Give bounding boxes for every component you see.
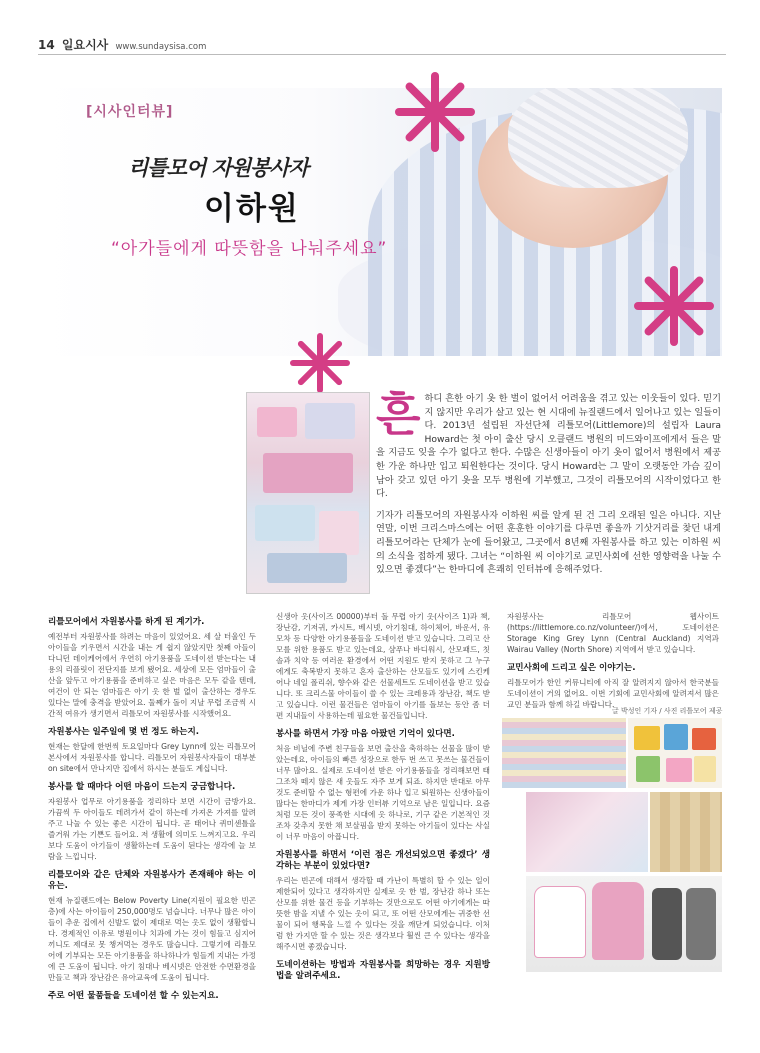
drop-cap: 흔 <box>376 387 421 441</box>
baby-hat <box>508 88 688 188</box>
answer: 현재는 한달에 한번씩 토요일마다 Grey Lynn에 있는 리틀모어 본사에서 자원봉사를 합니다. 리틀모어 자원봉사자들이 대부분 on site에서 만나지만 집에서 하시는 분들도 계십니다. <box>48 742 256 773</box>
intro-paragraph-1: 하디 흔한 아기 옷 한 벌이 없어서 어려움을 겪고 있는 이웃들이 있다. 믿기지 않지만 우리가 살고 있는 현 시대에 뉴질랜드에서 일어나고 있는 일들이다. 2013년 설립된 자선단체 리틀모어(Littlemore)의 설립자 Laura Howard는 첫 아이 출산 당시 오클랜드 병원의 미드와이프에게서 들은 말을 지금도 잊을 수가 없다고 한다. 수많은 신생아들이 아기 옷이 없어서 병원에서 제공한 가운 하나만 입고 퇴원한다는 것이다. 당시 Howard는 그 말이 오랫동안 가슴 깊이 남아 갖고 있던 아기 옷을 모두 병원에 기부했고, 그것이 리틀모어의 시작이었다고 한다. <box>376 393 721 500</box>
folded-blankets-photo <box>502 718 626 788</box>
question: 리틀모어와 같은 단체와 자원봉사가 존재해야 하는 이유는. <box>48 870 256 891</box>
question: 자원봉사는 일주일에 몇 번 정도 하는지. <box>48 727 200 737</box>
asterisk-icon <box>290 333 350 393</box>
question: 리틀모어에서 자원봉사를 하게 된 계기가. <box>48 617 205 627</box>
question: 자원봉사를 하면서 ‘이런 점은 개선되었으면 좋겠다’ 생각하는 부분이 있었다면? <box>276 850 490 871</box>
photo-credit: 글 박성인 기자 / 사진 리틀모어 제공 <box>612 707 723 715</box>
answer: 처음 비닐에 주변 친구들을 보면 출산을 축하하는 선물을 많이 받았는데요, 아이들의 빠른 성장으로 한두 번 쓰고 못쓰는 물건들이 너무 많아요. 실제로 도네이션 받은 아기용품들을 정리해보면 태그조차 떼지 않은 새 옷들도 자주 보게 되죠. 하지만 반대로 아무것도 준비할 수 없는 형편에 가운 하나 입고 퇴원하는 신생아들이 많다는 한마디가 제게 가장 인터뷰 기억으로 남은 일입니다. 요즘처럼 모든 것이 풍족한 시대에 옷 하나로, 기구 같은 기본적인 것조차 갖추지 못한 채 보살핌을 받지 못하는 아기들이 있다는 사실이 너무 마음이 아픕니다. <box>276 744 490 841</box>
clothes-rack-photo <box>650 792 722 872</box>
column-1 <box>48 611 256 1005</box>
answer: 리틀모어가 한인 커뮤니티에 아직 잘 알려지지 않아서 한국분들 도네이션이 거의 없어요. 이번 기회에 교민사회에 알려져서 많은 교민 분들과 함께 하길 바랍니다. <box>507 678 719 709</box>
donated-items-photo <box>246 392 370 594</box>
asterisk-icon <box>634 266 714 346</box>
answer: 우리는 빈곤에 대해서 생각할 때 가난이 특별히 할 수 있는 일이 제한되어 있다고 생각하지만 실제로 옷 한 벌, 장난감 하나 또는 산모를 위한 물건 등을 기부하는 것만으로도 어떤 아기에게는 따뜻한 밤을 지낼 수 있는 옷이 되고, 또 어떤 산모에게는 귀중한 선물이 되어 행복을 느낄 수 있다는 것을 깨닫게 되었습니다. 이처럼 한 가지만 할 수 있는 것은 생각보다 훨씬 큰 수 있다는 생각을 해주시면 좋겠습니다. <box>276 876 490 951</box>
diapers-photo <box>526 792 648 872</box>
hero-photo <box>38 88 722 356</box>
answer: 예전부터 자원봉사를 하려는 마음이 있었어요. 세 살 터울인 두 아이들을 키우면서 시간을 내는 게 쉽지 않았지만 첫째 아들이 다니던 데이케어에서 우연히 아기용품을 도네이션 받는다는 내용의 리플릿이 전단지를 보게 됐어요. 세상에 모든 엄마들이 출산을 앞두고 아기용품을 준비하고 싶은 마음은 모두 같을 텐데, 여건이 안 되는 엄마들은 아기 옷 한 벌 없이 출산하는 경우도 있다는 말에 충격을 받았어요. 둘째가 돌이 지날 무렵 조금씩 시간적 여유가 생기면서 리틀모어 자원봉사를 시작했어요. <box>48 632 256 718</box>
answer: 신생아 옷(사이즈 00000)부터 돌 무렵 아기 옷(사이즈 1)과 책, 장난감, 기저귀, 카시트, 베시넷, 아기침대, 하이체어, 바운서, 유모차 등 다양한 아기용품들을 도네이션 받고 있습니다. 그리고 산모를 위한 용품도 받고 있는데요, 샴푸나 바디워시, 산모패드, 칫솔과 치약 등 여러운 환경에서 어떤 지원도 받지 못하고 그 누구에게도 축복받지 못하고 혼자 출산하는 산모들도 있기에 스킨케어나 네일 폴리쉬, 향수와 같은 선물세트도 도네이션을 받고 있습니다. 또 크리스물 아이들이 쓸 수 있는 크레용과 장난감, 책도 받고 있습니다. 이런 물건들은 엄마들이 아기를 돌보는 동안 좀 더 편 지내들이 사용하는데 필요한 물건들입니다. <box>276 612 490 720</box>
interviewee-role: 리틀모어 자원봉사자 <box>128 156 308 180</box>
page-number: 14 <box>38 38 55 52</box>
column-2 <box>276 611 490 985</box>
answer: 자원봉사는 리틀모어 웹사이트(https://littlemore.co.nz/volunteer/)에서, 도네이션은 Storage King Grey Lynn (Central Auckland) 지역과 Wairau Valley (North Shore) 지역에서 받고 있습니다. <box>507 612 719 654</box>
site-url: www.sundaysisa.com <box>115 42 207 52</box>
question: 교민사회에 드리고 싶은 이야기는. <box>507 663 636 673</box>
publication-name: 일요시사 <box>61 38 109 52</box>
headline-quote: “아가들에게 따뜻함을 나눠주세요” <box>111 239 388 259</box>
header-rule <box>38 54 726 55</box>
baby-onesies-photo <box>526 876 722 972</box>
asterisk-icon <box>395 72 475 152</box>
books-photo <box>628 718 722 788</box>
question: 봉사를 하면서 가장 마음 아팠던 기억이 있다면. <box>276 729 455 739</box>
answer: 현재 뉴질랜드에는 Below Poverty Line(지원이 필요한 빈곤층)에 사는 아이들이 250,000명도 넘습니다. 너무나 많은 아이들이 추운 집에서 신발도 없이 제대로 먹는 옷도 없이 생활합니다. 경제적인 이유로 병원이나 치과에 가는 것이 힘들고 심지어 끼니도 제대로 못 챙겨먹는 경우도 많습니다. 그렇기에 리틀모어에 기부되는 모든 아기용품을 하나하나가 힘들게 지내는 가정에 큰 도움이 됩니다. 아기 침대나 베시넷은 안전한 수면환경을 만들고 책과 장난감은 유아교육에 도움이 됩니다. <box>48 896 256 982</box>
question: 주로 어떤 물품들을 도네이션 할 수 있는지요. <box>48 991 219 1001</box>
section-tag: [시사인터뷰] <box>86 104 174 120</box>
intro-paragraph-2: 기자가 리틀모어의 자원봉사자 이하원 씨를 알게 된 건 그리 오래된 일은 아니다. 지난 연말, 이번 크리스마스에는 어떤 훈훈한 이야기를 다루면 좋을까 기삿거리를 찾던 내게 리틀모어라는 단체가 눈에 들어왔고, 그곳에서 8년째 자원봉사를 하고 있는 이하원 씨의 소식을 접하게 됐다. 그녀는 “이하원 씨 이야기로 교민사회에 선한 영향력을 나눌 수 있으면 좋겠다”는 한마디에 흔쾌히 인터뷰에 응해주었다. <box>376 509 721 576</box>
interviewee-name: 이하원 <box>204 191 300 227</box>
answer: 자원봉사 업무로 아기용품을 정리하다 보면 시간이 금방가요. 가끔씩 두 아이들도 데려가서 같이 하는데 가져온 가져를 알려주고 나눌 수 있는 좋은 시간이 됩니다. 곧 태어나 퀴미센틀을 즐거워 가는 기쁜도 들어요. 저 생활에 의미도 느껴지고요. 우리보다 도움이 아기들이 생활하는데 도움이 된다는 생각에 늘 보람을 느낍니다. <box>48 797 256 861</box>
question: 도네이션하는 방법과 자원봉사를 희망하는 경우 지원방법을 알려주세요. <box>276 960 490 981</box>
column-3 <box>507 611 719 718</box>
intro-text <box>376 387 721 585</box>
page-header <box>38 36 206 53</box>
question: 봉사를 할 때마다 어떤 마음이 드는지 궁금합니다. <box>48 782 236 792</box>
